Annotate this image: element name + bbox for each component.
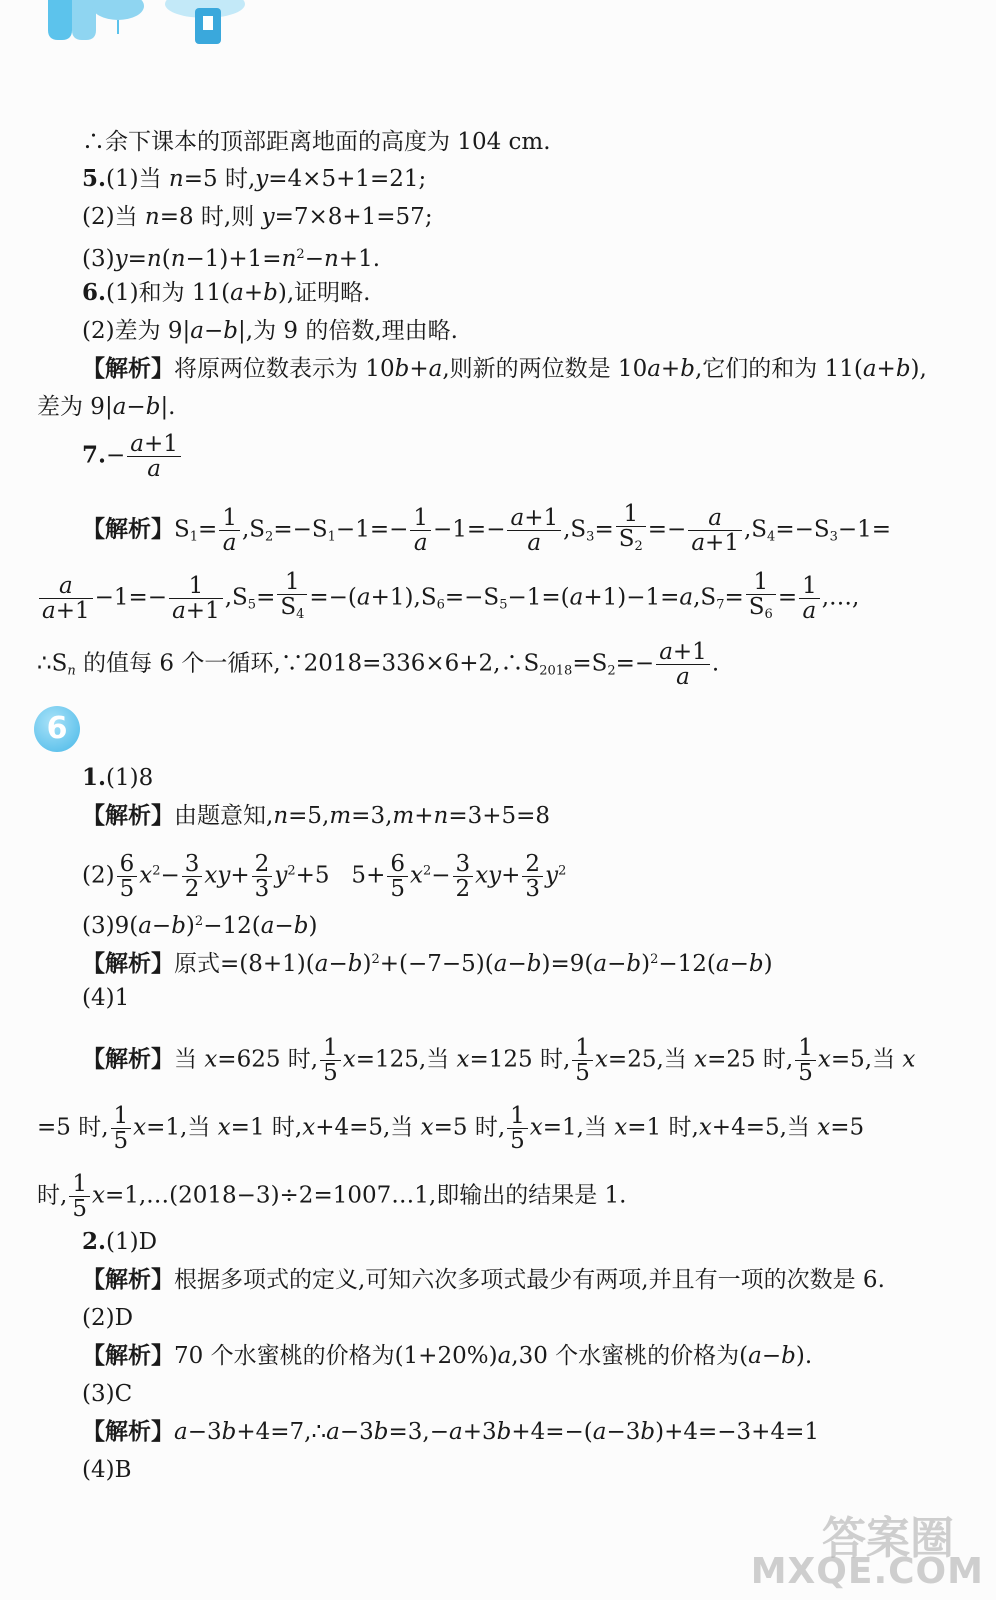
text-line: (3)C [82, 1381, 133, 1407]
header-decoration [0, 0, 260, 56]
watermark [750, 1502, 984, 1592]
text-line: (2) $\frac{6}{5}$ $x^2-$ $\frac{3}{2}$ xy+ $\frac{2}{3}$ $y^2+5$ 5+ $\frac{6}{5}$ $x^2-$ $\frac{3}{2}$ xy+ $\frac{2}{3}$ $y^2$ [82, 851, 567, 902]
text-line: 【解析】当 x=625 时, $\frac{1}{5}$ x=125,当 x=125 时, $\frac{1}{5}$ x=25,当 x=25 时, $\frac{1}{5}$ x=5,当 x [82, 1035, 916, 1086]
text-line: $(3)9(a-b)^2-12(a-b)$ [82, 913, 318, 939]
text-line: (4)1 [82, 985, 130, 1011]
text-line: 【解析】$S_1=$ $\frac{1}{a}$ $,S_2=-S_1-1=-$ $\frac{1}{a}$ −1=− $\frac{a+1}{a}$ $,S_3=$ $\frac{1}{S_2}$ =− $\frac{a}{a+1}$ $,S_4=-S_3-1=$ [82, 501, 892, 556]
text-line: 【解析】由题意知,n=5,m=3,m+n=3+5=8 [82, 802, 551, 829]
text-line: ∴余下课本的顶部距离地面的高度为 104 cm. [82, 129, 551, 155]
text-line: 【解析】根据多项式的定义,可知六次多项式最少有两项,并且有一项的次数是 6. [82, 1266, 885, 1293]
text-line: 1.(1)8 [82, 764, 154, 791]
text-line: 【解析】a−3b+4=7,∴a−3b=3,−a+3b+4=−(a−3b)+4=−3+4=1 [82, 1418, 819, 1445]
text-line: $\therefore S_n$ 的值每 6 个一循环$,\because 2018=336\times 6+2,\therefore S_{2018}=S_2=-$ $\frac{a+1}{a}$ . [37, 639, 720, 690]
section-badge: 6 [34, 706, 80, 752]
text-line: (2)差为 9|a−b|,为 9 的倍数,理由略. [82, 318, 458, 344]
text-line: =5 时, $\frac{1}{5}$ x=1,当 x=1 时,x+4=5,当 x=5 时, $\frac{1}{5}$ x=1,当 x=1 时,x+4=5,当 x=5 [37, 1103, 865, 1154]
text-line: (2)当 n=8 时,则 y=7×8+1=57; [82, 204, 433, 230]
text-line: 【解析】70 个水蜜桃的价格为(1+20%)a,30 个水蜜桃的价格为(a−b). [82, 1342, 813, 1369]
text-line: (4)B [82, 1457, 132, 1483]
text-line: 5.(1)当 n=5 时,y=4×5+1=21; [82, 165, 427, 192]
text-line: 2.(1)D [82, 1228, 158, 1255]
watermark-url: MXQE.COM [750, 1551, 984, 1592]
text-line: 【解析】原式$=(8+1)(a-b)^2+(-7-5)(a-b)=9(a-b)^2-12(a-b)$ [82, 950, 773, 977]
text-line: 7.− $\frac{a+1}{a}$ [82, 432, 183, 481]
text-line: 6.(1)和为 11(a+b),证明略. [82, 279, 371, 306]
text-line: 【解析】将原两位数表示为 10b+a,则新的两位数是 10a+b,它们的和为 11(a+b), [82, 355, 927, 382]
text-line: $\frac{a}{a+1}$ −1=− $\frac{1}{a+1}$ $,S_5=$ $\frac{1}{S_4}$ $=-(a+1),S_6=-S_5-1=(a+1)-1=a,S_7=$ $\frac{1}{S_6}$ = $\frac{1}{a}$ ,…, [37, 570, 859, 627]
text-line: 差为 9|a−b|. [37, 394, 176, 420]
text-line: (2)D [82, 1305, 134, 1331]
text-line: $(3)y=n(n-1)+1=n^2-n+1$. [82, 246, 381, 272]
text-line: 时, $\frac{1}{5}$ x=1,…(2018−3)÷2=1007…1,即输出的结果是 1. [37, 1171, 627, 1222]
watermark-text: 答案圈 [822, 1513, 954, 1564]
